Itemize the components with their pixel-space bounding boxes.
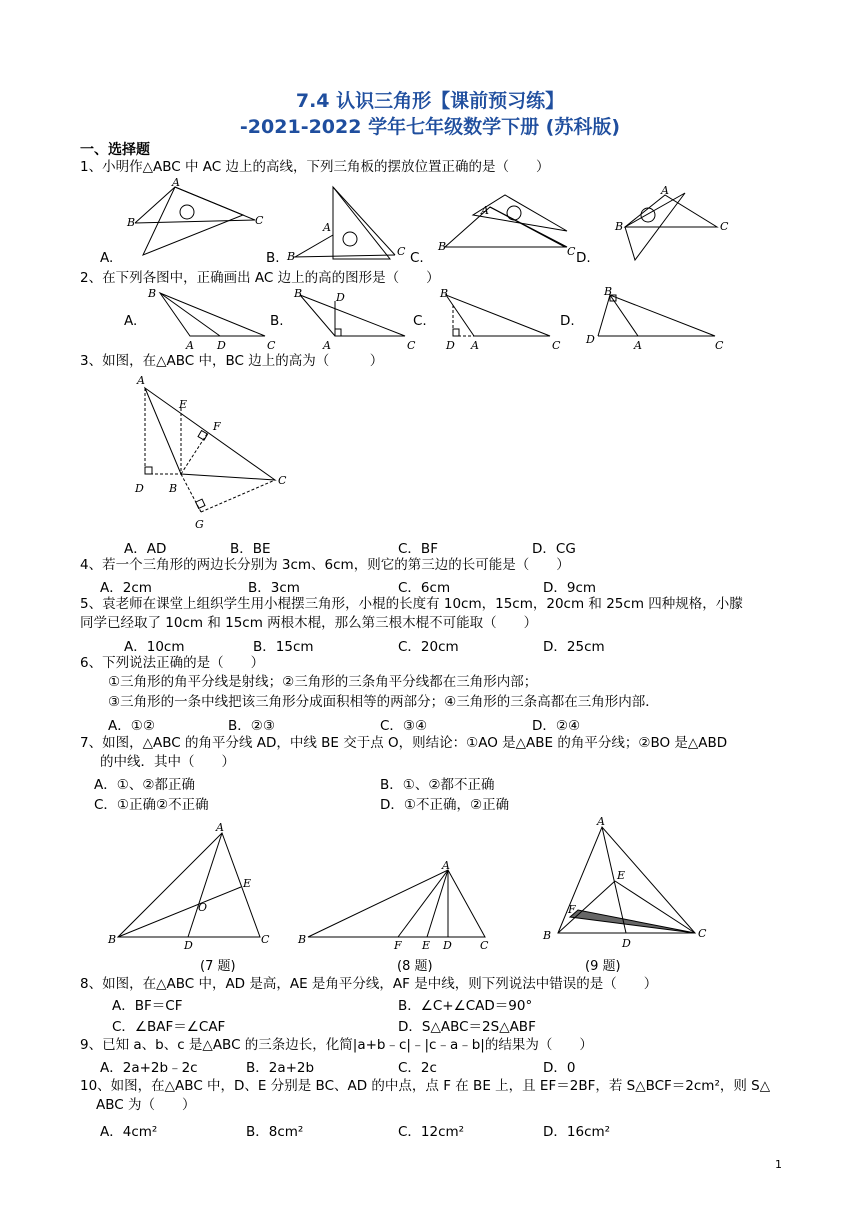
q5-option-a: A．10cm [124, 639, 185, 655]
q10-option-a: A．4cm² [100, 1124, 158, 1140]
svg-text:A: A [216, 821, 224, 834]
question-5-line-1: 5、袁老师在课堂上组织学生用小棍摆三角形，小棍的长度有 10cm，15cm，20cm 和 25cm 四种规格，小朦 [80, 596, 743, 612]
q2-option-d: D. [560, 313, 575, 329]
q2-option-a: A. [124, 313, 138, 329]
q6-option-b: B．②③ [228, 718, 275, 734]
svg-text:A: A [661, 184, 669, 197]
figures-7-8-9 [100, 815, 740, 955]
svg-text:B: B [127, 216, 136, 229]
q1-figure-b [286, 187, 406, 263]
svg-text:E: E [179, 398, 188, 411]
svg-text:D: D [622, 937, 631, 950]
svg-text:D: D [443, 939, 452, 952]
svg-text:A: A [323, 339, 331, 352]
svg-text:D: D [135, 482, 144, 495]
q5-option-b: B．15cm [253, 639, 314, 655]
question-3-figure [125, 370, 295, 535]
q8-option-c: C．∠BAF＝∠CAF [112, 1019, 226, 1035]
svg-text:C: C [278, 474, 287, 487]
svg-text:A: A [634, 339, 642, 352]
svg-text:O: O [198, 901, 208, 914]
svg-text:C: C [720, 220, 729, 233]
svg-text:C: C [261, 933, 270, 946]
q3-option-a: A．AD [124, 541, 167, 557]
svg-text:B: B [298, 933, 307, 946]
svg-text:D: D [446, 339, 455, 352]
q10-option-c: C．12cm² [398, 1124, 465, 1140]
svg-text:B: B [615, 220, 624, 233]
q3-option-b: B．BE [230, 541, 271, 557]
svg-text:B: B [543, 929, 552, 942]
q7-option-a: A．①、②都正确 [94, 777, 195, 793]
svg-text:A: A [323, 221, 331, 234]
svg-text:C: C [255, 214, 264, 227]
q6-option-d: D．②④ [532, 718, 581, 734]
svg-text:A: A [186, 339, 194, 352]
svg-text:B: B [108, 933, 117, 946]
q2-figure-b [293, 287, 416, 352]
q9-option-b: B．2a+2b [246, 1060, 315, 1076]
question-5-line-2: 同学已经取了 10cm 和 15cm 两根木棍，那么第三根木棍不可能取（ ） [80, 615, 538, 631]
svg-text:D: D [336, 291, 345, 304]
q4-option-d: D．9cm [543, 580, 597, 596]
question-6-text: 6、下列说法正确的是（ ） [80, 655, 265, 671]
svg-text:F: F [394, 939, 402, 952]
figure-8 [297, 859, 489, 952]
q4-option-b: B．3cm [248, 580, 300, 596]
svg-text:C: C [267, 339, 276, 352]
q1-option-a: A. [100, 250, 114, 266]
title-line-2: -2021-2022 学年七年级数学下册 (苏科版) [239, 116, 621, 138]
question-6-line-1: ①三角形的角平分线是射线；②三角形的三条角平分线都在三角形内部； [108, 674, 538, 690]
question-2-figures [120, 283, 740, 353]
svg-text:C: C [480, 939, 489, 952]
q2-option-b: B. [270, 313, 284, 329]
q7-option-b: B．①、②都不正确 [380, 777, 495, 793]
q1-option-c: C. [410, 250, 424, 266]
caption-9: (9 题) [585, 959, 621, 974]
svg-text:F: F [568, 903, 576, 916]
q6-option-a: A．①② [108, 718, 155, 734]
q1-figure-a [126, 176, 264, 255]
q3-option-d: D．CG [532, 541, 576, 557]
question-7-line-2: 的中线．其中（ ） [100, 754, 235, 770]
svg-text:A: A [137, 374, 145, 387]
svg-text:F: F [213, 420, 221, 433]
svg-text:B: B [604, 285, 613, 298]
svg-text:A: A [172, 176, 180, 189]
q10-option-d: D．16cm² [543, 1124, 611, 1140]
q5-option-d: D．25cm [543, 639, 605, 655]
question-10-line-2: ABC 为（ ） [96, 1097, 196, 1113]
question-3-text: 3、如图，在△ABC 中，BC 边上的高为（ ） [80, 353, 384, 369]
svg-text:A: A [471, 339, 479, 352]
svg-text:E: E [422, 939, 431, 952]
q1-option-d: D. [576, 250, 591, 266]
svg-text:C: C [397, 245, 406, 258]
svg-text:B: B [294, 287, 303, 300]
svg-text:B: B [440, 287, 449, 300]
q3-option-c: C．BF [398, 541, 438, 557]
svg-text:E: E [617, 869, 626, 882]
svg-text:E: E [243, 877, 252, 890]
question-1-figures [125, 175, 745, 265]
q8-option-a: A．BF＝CF [112, 998, 183, 1014]
question-6-line-2: ③三角形的一条中线把该三角形分成面积相等的两部分；④三角形的三条高都在三角形内部． [108, 694, 659, 710]
q2-option-c: C. [413, 313, 427, 329]
svg-text:A: A [481, 204, 489, 217]
question-9-text: 9、已知 a、b、c 是△ABC 的三条边长，化简|a+b﹣c|﹣|c﹣a﹣b|的结果为（ ） [80, 1037, 593, 1053]
q5-option-c: C．20cm [398, 639, 459, 655]
q1-figure-d [614, 184, 729, 260]
q2-figure-d [585, 285, 724, 352]
q8-option-d: D．S△ABC＝2S△ABF [398, 1019, 536, 1035]
question-2-text: 2、在下列各图中，正确画出 AC 边上的高的图形是（ ） [80, 270, 440, 286]
svg-text:B: B [287, 250, 296, 263]
question-10-line-1: 10、如图，在△ABC 中，D、E 分别是 BC、AD 的中点，点 F 在 BE 上，且 EF＝2BF，若 S△BCF＝2cm²，则 S△ [80, 1078, 771, 1094]
section-heading: 一、选择题 [80, 142, 150, 158]
svg-text:D: D [184, 939, 193, 952]
figure-9 [542, 815, 707, 950]
q4-option-a: A．2cm [100, 580, 152, 596]
q8-option-b: B．∠C+∠CAD＝90° [398, 998, 533, 1014]
caption-8: (8 题) [397, 959, 433, 974]
question-8-text: 8、如图，在△ABC 中，AD 是高，AE 是角平分线，AF 是中线，则下列说法中错误的是（ ） [80, 976, 658, 992]
question-4-text: 4、若一个三角形的两边长分别为 3cm、6cm，则它的第三边的长可能是（ ） [80, 557, 570, 573]
svg-text:C: C [552, 339, 561, 352]
svg-text:A: A [442, 859, 450, 872]
q4-option-c: C．6cm [398, 580, 451, 596]
caption-7: (7 题) [200, 959, 236, 974]
svg-text:C: C [715, 339, 724, 352]
q7-option-d: D．①不正确，②正确 [380, 797, 510, 813]
q10-option-b: B．8cm² [246, 1124, 304, 1140]
svg-text:C: C [567, 245, 576, 258]
svg-text:B: B [148, 287, 157, 300]
q9-option-a: A．2a+2b﹣2c [100, 1060, 198, 1076]
svg-text:B: B [438, 240, 447, 253]
svg-text:G: G [195, 518, 204, 531]
page-number: 1 [775, 1158, 782, 1171]
svg-text:B: B [169, 482, 178, 495]
svg-text:D: D [586, 333, 595, 346]
q6-option-c: C．③④ [380, 718, 428, 734]
title-line-1: 7.4 认识三角形【课前预习练】 [295, 90, 565, 112]
q7-option-c: C．①正确②不正确 [94, 797, 209, 813]
q1-figure-c [437, 195, 576, 258]
svg-text:D: D [217, 339, 226, 352]
q2-figure-a [147, 287, 276, 352]
question-7-line-1: 7、如图，△ABC 的角平分线 AD，中线 BE 交于点 O，则结论：①AO 是△ABE 的角平分线；②BO 是△ABD [80, 735, 728, 751]
svg-text:C: C [407, 339, 416, 352]
svg-text:C: C [698, 927, 707, 940]
q9-option-c: C．2c [398, 1060, 437, 1076]
q2-figure-c [439, 287, 561, 352]
figure-7 [107, 821, 270, 952]
svg-text:A: A [597, 815, 605, 828]
q9-option-d: D．0 [543, 1060, 576, 1076]
q1-option-b: B. [266, 250, 280, 266]
question-1-text: 1、小明作△ABC 中 AC 边上的高线，下列三角板的摆放位置正确的是（ ） [80, 159, 550, 175]
